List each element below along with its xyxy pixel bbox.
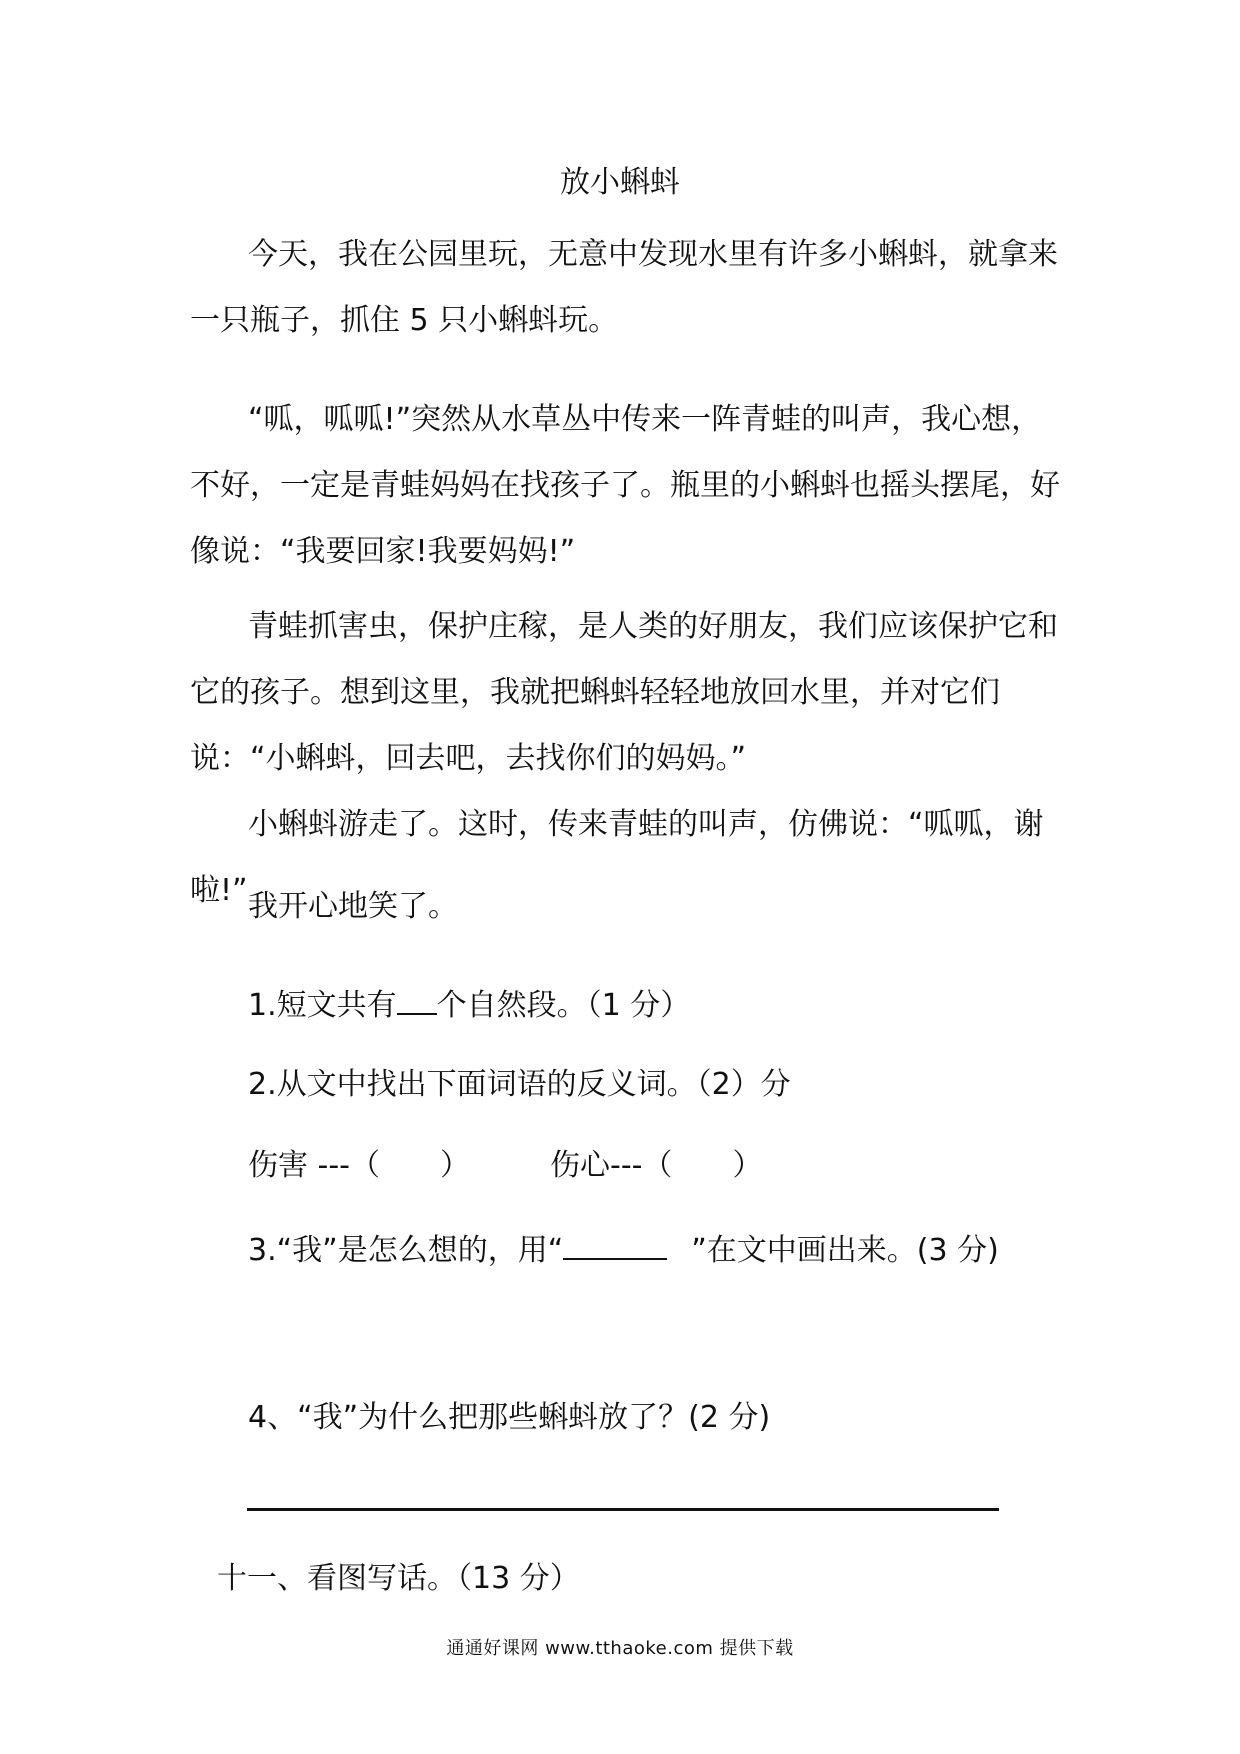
question-1-text-before: 1.短文共有	[248, 988, 397, 1023]
question-2-antonym-pairs	[248, 1146, 763, 1186]
paragraph-5: 我开心地笑了。	[248, 889, 458, 924]
question-3-text-before: 3.“我”是怎么想的，用“	[248, 1233, 564, 1268]
question-3-text-after: ”在文中画出来。(3 分)	[691, 1233, 999, 1268]
question-1-text-after: 个自然段。（1 分）	[436, 988, 691, 1023]
antonym-close-1: ）	[440, 1148, 471, 1183]
question-2: 2.从文中找出下面词语的反义词。（2）分	[248, 1067, 791, 1102]
question-4-answer-line[interactable]	[247, 1508, 999, 1511]
antonym-close-2: ）	[732, 1148, 763, 1183]
section-heading: 十一、看图写话。（13 分）	[217, 1561, 580, 1596]
paragraph-2: “呱，呱呱!”突然从水草丛中传来一阵青蛙的叫声，我心想，不好，一定是青蛙妈妈在找孩子了。瓶里的小蝌蚪也摇头摆尾，好像说：“我要回家!我要妈妈!”	[190, 402, 1060, 569]
antonym-word-2: 伤心---（	[550, 1148, 673, 1183]
question-3	[248, 1230, 999, 1271]
question-3-underline-sample	[563, 1230, 667, 1260]
question-4: 4、“我”为什么把那些蝌蚪放了？(2 分)	[248, 1400, 771, 1435]
question-1-answer-blank[interactable]	[397, 985, 437, 1015]
paragraph-1: 今天，我在公园里玩，无意中发现水里有许多小蝌蚪，就拿来一只瓶子，抓住 5 只小蝌蚪玩。	[190, 237, 1058, 338]
paragraph-3: 青蛙抓害虫，保护庄稼，是人类的好朋友，我们应该保护它和它的孩子。想到这里，我就把蝌蚪轻轻地放回水里，并对它们说：“小蝌蚪，回去吧，去找你们的妈妈。”	[190, 609, 1058, 776]
antonym-word-1: 伤害 ---（	[248, 1148, 381, 1183]
paragraph-4: 小蝌蚪游走了。这时，传来青蛙的叫声，仿佛说：“呱呱，谢啦!”	[190, 807, 1044, 908]
footer-source: 通通好课网 www.tthaoke.com 提供下载	[446, 1638, 794, 1659]
passage-title: 放小蝌蚪	[560, 165, 680, 200]
question-1	[248, 985, 690, 1026]
